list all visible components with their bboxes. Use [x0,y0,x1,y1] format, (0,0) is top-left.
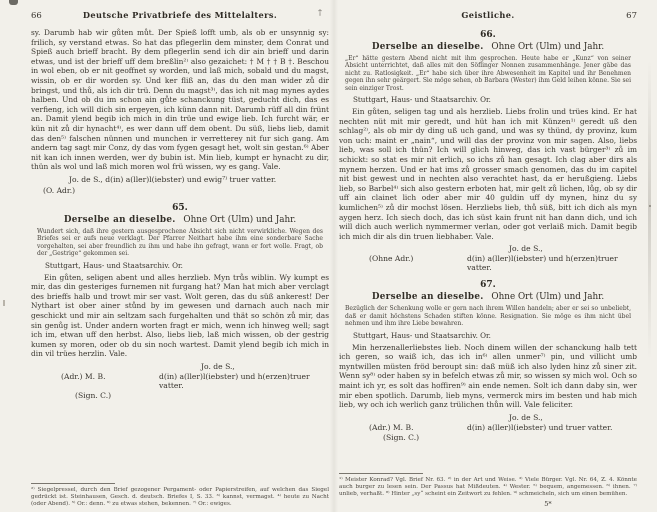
footnotes: ²⁾ Siegelpressel, durch den Brief gezogener Pergament- oder Papierstreifen, auf welchen das Siegel gedrückt ist. Steinhausen, Gesch. d. deutsch. Briefes I, S. 33. ³⁾ kannst, vermagst. ⁴⁾ heute zu Nacht (oder Abend). ⁵⁾ Or.: denn. ⁶⁾ zu etwas stehen, bekennen. ⁷⁾ Or.: ewiges. [31,487,329,507]
page-header [339,10,637,21]
letter-67-body: Min herzenallerliebstes lieb. Noch dinem willen der schanckung halb tett ich geren, so waiß ich, das ich in⁶⁾ allen unmer⁷⁾ pin, und villicht umb myntwillen müsten fröd beroupt sin: daß müß ich also lyden hinz zů siner zit. Wenn sy⁸⁾ oder haben sy in befelch etwas zů mir, so wissen sy mich wol. Och so maint ich yr, es solt das hoffiren⁹⁾ ain ende nemen. Solt ich dann daby sin, wer mir eben spotlich. Darumb, lieb myns, vermerck mirs im besten und hab mich lieb, wy och ich werlich ganz trülichen thůn will. Vale feliciter. [339,342,637,410]
letter-title-main: Derselbe an dieselbe. [371,292,484,303]
scan-artifact-mark [9,0,18,5]
scan-speck [3,300,5,306]
running-header: Deutsche Privatbriefe des Mittelalters. [82,10,278,20]
scan-edge-smudge [648,60,651,360]
signature-name: Jo. de S., [509,244,543,254]
letter-title [339,42,637,52]
scan-artifact-dagger: † [318,8,322,17]
signature-row [31,372,329,390]
gathering-signature-mark: 5* [544,500,552,508]
page-67 [339,10,637,508]
letter-summary: Wundert sich, daß ihre gestern ausgesprochene Absicht sich nicht verwirkliche. Wegen des Briefes sei er aufs neue verklagt. Der Pfarrer Neithart habe ihm eine sonderbare Sache vorgehalten, sei aber freundlich zu ihm und habe ihn gefragt, wann er fort wolle. Fragt, ob der „Gestrige“ gekommen sei. [37,227,323,258]
letter-title-main: Derselbe an dieselbe. [371,42,484,52]
footnote-block [339,469,637,508]
signature-name: Jo. de S., [509,412,543,422]
letter-title [339,292,637,302]
letter-title-main: Derselbe an dieselbe. [63,214,176,225]
page-header [31,10,329,21]
footnote-block [31,479,329,508]
signature-title: d(in) a(ller)l(iebster) und truer vatter. [467,422,613,432]
address-note: (Ohne Adr.) [369,254,414,264]
page-number: 67 [626,11,637,21]
signature-line: Jo. de S., d(in) a(ller)l(iebster) und ewig⁷⁾ truer vatter. [69,174,277,184]
signature-title: d(in) a(ller)l(iebster) und h(erzen)truer vatter. [467,254,618,273]
signet-note: (Sign. C.) [383,432,420,442]
running-header: Geistliche. [461,10,515,20]
address-note: (Adr.) M. B. [61,371,106,381]
signature-row [339,423,637,432]
address-note: (O. Adr.) [43,185,76,195]
footnotes: ¹⁾ Meister Konrad? Vgl. Brief Nr. 63. ²⁾ in der Art und Weise. ³⁾ Viele Bürger. Vgl. Nr. 64, Z. 4. Könnte auch burger zu lesen sein. Der Passus hat Mißdeuten. ⁴⁾ Wester. ⁵⁾ bequem, angemessen. ⁶⁾ ihnen. ⁷⁾ unlieb, verhaßt. ⁸⁾ Hinter „sy“ scheint ein Zeitwort zu fehlen. ⁹⁾ schmeicheln, sich um einen bemühen. [339,477,637,497]
archive-source: Stuttgart, Haus- und Staatsarchiv. Or. [353,95,491,105]
letter-title-place-date: Ohne Ort (Ulm) und Jahr. [491,292,605,303]
scan-speck [649,205,651,207]
signature-title: d(in) a(ller)l(iebster) und h(erzen)truer vatter. [159,371,310,390]
letter-65-body: Ein gůten, seligen abent und alles herzlieb. Myn trůs wiblin. Wy kumpt es mir, das din gesteriges furnemen nit furgang hat? Man hat mich aber verclagt des brieffs halb und trowt mir ser vast. Wolt geren, das du süß ankerest! Der Nythart ist ober ainer stůnd by im gewesen und darnach auch nach mir geschickt und mir ain seltzam sach furgehalten und thät so schön zů mir, das sin genůg ist. Under andern worten fragt er mich, wenn ich hinweg well; sagt ich im, etwan uff den herbst. Also, liebs lieb, laß mich wissen, ob der gestrig kumen sy moren, oder ob du sin noch wartest. Damit ylend begib ich mich in din vil trües herzlin. Vale. [31,272,329,359]
signature-name: Jo. de S., [201,361,235,371]
letter-66-body: Ein gůten, seligen tag und als herzlieb. Liebs frolin und trües kind. Er hat nechten nüt mit mir geredt, und hüt han ich mit Künzen¹⁾ geredt uß den schlag²⁾, als ob mir dy ding uß uch gand, und was sy thünd, dy provinz, kum von uch: maint er „nain“, und will das der provinz von mir sagen. Also, liebs lieb, was soll ich thün? Ich will glich hinweg, das ich vast bürger³⁾ zů im schickt: so stat es mir nit erlich, so ichs zů han gesagt. Ich clag aber dirs als mynem herzen. Und er hat ims zů grosser smach genomen, das du im capitel nit bist gewest und in nechten also verachtet hast, da er herußgieng. Liebs lieb, so Barbel⁴⁾ sich also gestern erboten hat, mir gelt zů lichen, lůg, ob sy dir uff ain clainet lich oder aber mir 40 guldin uff dy mynen, hinz du sy kumlichen⁵⁾ zů dir mochst lösen. Herzliebs lieb, thů süß, bitt ich dich als myn aygen herz. Ich siech doch, das ich süst kain frunt nit han dann dich, und ich will dich auch werlich nymmermer verlan, oder got verlaiß mich. Damit begib ich mich dir als din truen liebhaber. Vale. [339,107,637,241]
letter-number-67: 67. [480,280,496,291]
page-66 [31,10,329,508]
signet-note: (Sign. C.) [75,390,112,400]
page-gutter-shadow [330,0,338,512]
footnote-rule [31,483,115,484]
letter-summary: Bezüglich der Schenkung wolle er gern nach ihrem Willen handeln; aber er sei so unbeliebt, daß er damit höchstens Schaden stiften könne. Resignation. Sie möge es ihm nicht übel nehmen und ihm ihre Liebe bewahren. [345,305,631,328]
letter-title-place-date: Ohne Ort (Ulm) und Jahr. [183,214,297,225]
archive-source: Stuttgart, Haus- und Staatsarchiv. Or. [45,260,183,270]
address-note: (Adr.) M. B. [369,422,414,432]
letter-title-place-date: Ohne Ort (Ulm) und Jahr. [491,42,605,52]
footnote-rule [339,473,423,474]
signature-row [339,254,637,272]
page-number: 66 [31,11,42,21]
letter-number-66: 66. [480,30,496,40]
letter-title [31,215,329,225]
letter-64-continuation-body: sy. Darumb hab wir gůten můt. Der Spieß lofft umb, als ob er unsynnig sy: frilich, sy verstand etwas. So hat das pflegerlin dem minster, dem Conrat und Spieß auch brieff bracht. By dem pflegerlin send ich dir ain brieff und darin etwas, und ist der brieff uff dem breßlin²⁾ also gezaichet: † M † † B †. Beschou in wol eben, ob er nit geoffnet sy worden, und laß mich, sobald und du magst, wissin, ob er dir worden sy. Und ker fliß an, das du den man wider zů dir bringst, und thů, als ich dir trü. Denn du magst³⁾, das ich nit mag mynes aydes halben. Und ob du im schon ain gůte schanckung tüst, geducht dich, das es verfieng, ich will dich sin ergeyen, ich künn dann nit. Darumb rüff all din frünt an. Damit ylend begib ich mich in din trüe und ewige lieb. Ich furcht wär, er kün nit zů dir hynacht⁴⁾, es wer dann uff dem obent. Du süß, liebs lieb, damit das den⁵⁾ falschen nünnen und munchen ir verretterey nit fur sich gang. Am andern tag sagt mir Conz, dy das vom fygen gesagt het, wolt sin gestan.⁶⁾ Aber nit kan ich innen werden, wer dy bubin ist. Min lieb, kumpt er hynacht zu dir, thün als wol und laß mich moren wol frü wissen, wy es gang. Vale. [31,28,329,172]
archive-source: Stuttgart, Haus- und Staatsarchiv. Or. [353,330,491,340]
letter-number-65: 65. [172,202,188,213]
letter-summary: „Er“ hätte gestern Abend nicht mit ihm gesprochen. Heute habe er „Kunz“ von seiner Absicht unterrichtet, daß alles mit den Söflinger Nonnen zusammenhänge. Jener gäbe das nicht zu. Ratlosigkeit. „Er“ habe sich über ihre Abwesenheit im Kapitel und ihr Benehmen gegen ihn sehr geärgert. Sie möge sehen, ob Barbara (Wester) ihm Geld leihen könne. Sie sei sein einziger Trost. [345,55,631,92]
